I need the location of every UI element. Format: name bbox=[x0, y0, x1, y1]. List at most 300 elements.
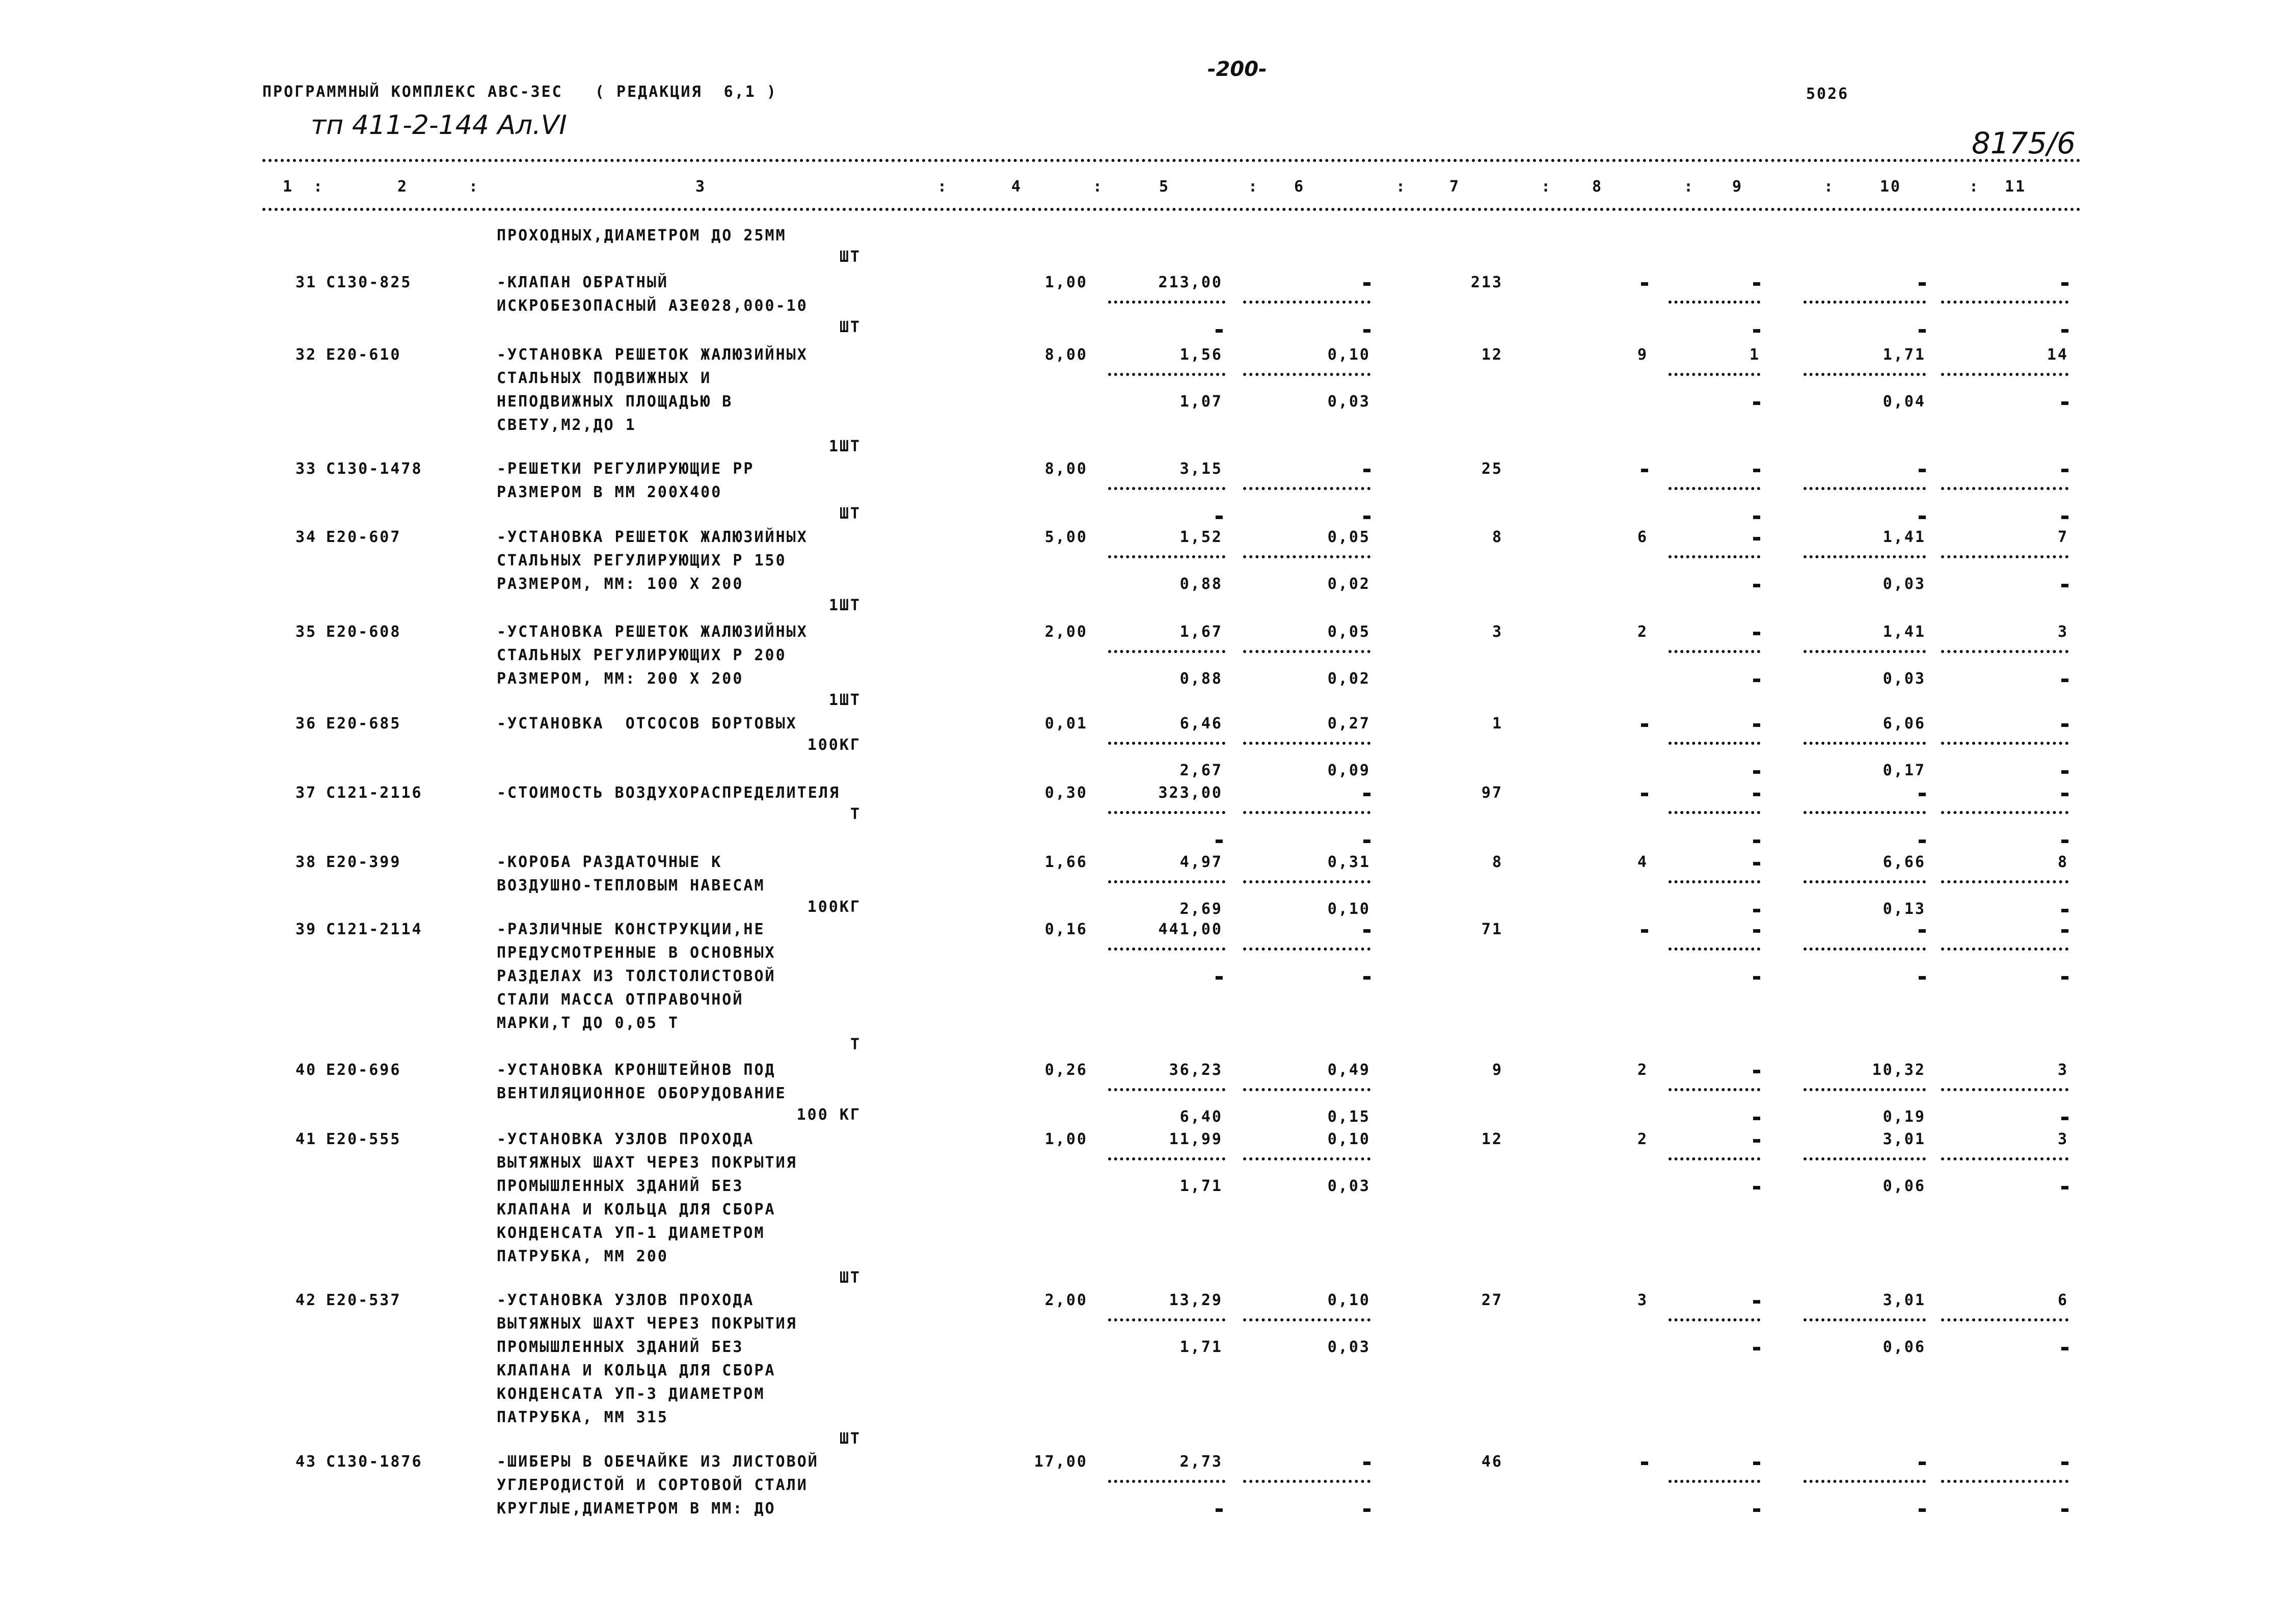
column-divider: : bbox=[937, 178, 949, 196]
fraction-line bbox=[1243, 301, 1370, 304]
fraction-line bbox=[1804, 1318, 1926, 1321]
fraction-line bbox=[1243, 1480, 1370, 1483]
cost-c10: 1,71 bbox=[1882, 346, 1926, 364]
cost-c9-dash bbox=[1753, 469, 1760, 472]
description-line: РАЗДЕЛАХ ИЗ ТОЛСТОЛИСТОВОЙ bbox=[497, 967, 776, 985]
description-line: ВОЗДУШНО-ТЕПЛОВЫМ НАВЕСАМ bbox=[497, 877, 765, 895]
cost-c7: 8 bbox=[1492, 528, 1503, 546]
cost-c10-dash bbox=[1919, 929, 1926, 933]
column-divider: : bbox=[313, 178, 325, 196]
quantity: 17,00 bbox=[1034, 1453, 1088, 1471]
fraction-line bbox=[1941, 1157, 2068, 1160]
description-line: -УСТАНОВКА УЗЛОВ ПРОХОДА bbox=[497, 1130, 755, 1148]
description-line: СВЕТУ,М2,ДО 1 bbox=[497, 416, 636, 434]
fraction-line bbox=[1243, 1318, 1370, 1321]
cost-c5: 213,00 bbox=[1158, 274, 1223, 291]
column-header-8: 8 bbox=[1592, 178, 1603, 196]
cost-c6b-dash bbox=[1363, 516, 1370, 519]
fraction-line bbox=[1669, 301, 1760, 304]
column-header-1: 1 bbox=[283, 178, 294, 196]
cost-c11b-dash bbox=[2061, 1508, 2068, 1512]
cost-c11: 8 bbox=[2057, 853, 2068, 871]
cost-c9: 1 bbox=[1749, 346, 1760, 364]
software-title: ПРОГРАММНЫЙ КОМПЛЕКС АВС-ЗЕС ( РЕДАКЦИЯ 6,1 ) bbox=[262, 83, 777, 101]
row-number: 40 bbox=[295, 1061, 317, 1079]
fraction-line bbox=[1804, 742, 1926, 745]
project-number-handwritten: тп 411-2-144 Ал.VI bbox=[311, 110, 567, 141]
cost-c5: 1,67 bbox=[1179, 623, 1223, 641]
cost-c6b: 0,15 bbox=[1327, 1108, 1370, 1126]
cost-c10b: 0,03 bbox=[1882, 575, 1926, 593]
cost-c8: 4 bbox=[1637, 853, 1648, 871]
row-number: 39 bbox=[295, 921, 317, 938]
column-header-3: 3 bbox=[695, 178, 707, 196]
fraction-line bbox=[1941, 1480, 2068, 1483]
cost-c5b-dash bbox=[1216, 1508, 1223, 1512]
cost-c10b: 0,04 bbox=[1882, 393, 1926, 411]
cost-c8-dash bbox=[1641, 1461, 1648, 1465]
norm-code: Е20-610 bbox=[326, 346, 401, 364]
cost-c10b-dash bbox=[1919, 329, 1926, 333]
cost-c6: 0,05 bbox=[1327, 623, 1370, 641]
cost-c10b-dash bbox=[1919, 840, 1926, 843]
description-line: -РЕШЕТКИ РЕГУЛИРУЮЩИЕ РР bbox=[497, 460, 755, 478]
fraction-line bbox=[1108, 742, 1225, 745]
cost-c6b: 0,09 bbox=[1327, 762, 1370, 779]
cost-c6b: 0,10 bbox=[1327, 900, 1370, 918]
description-line: -СТОИМОСТЬ ВОЗДУХОРАСПРЕДЕЛИТЕЛЯ bbox=[497, 784, 840, 802]
quantity: 2,00 bbox=[1044, 623, 1088, 641]
unit-of-measure: 100КГ bbox=[807, 898, 861, 916]
description-line: -КОРОБА РАЗДАТОЧНЫЕ К bbox=[497, 853, 722, 871]
cost-c5b: 6,40 bbox=[1179, 1108, 1223, 1126]
fraction-line bbox=[1941, 555, 2068, 558]
quantity: 2,00 bbox=[1044, 1291, 1088, 1309]
cost-c11: 3 bbox=[2057, 1061, 2068, 1079]
fraction-line bbox=[1941, 811, 2068, 814]
cost-c10b-dash bbox=[1919, 976, 1926, 980]
description-line: ПРОХОДНЫХ,ДИАМЕТРОМ ДО 25ММ bbox=[497, 227, 787, 245]
cost-c5b: 0,88 bbox=[1179, 670, 1223, 688]
cost-c10-dash bbox=[1919, 469, 1926, 472]
fraction-line bbox=[1804, 487, 1926, 490]
cost-c10b: 0,13 bbox=[1882, 900, 1926, 918]
cost-c5: 1,56 bbox=[1179, 346, 1223, 364]
cost-c10-dash bbox=[1919, 793, 1926, 796]
cost-c11-dash bbox=[2061, 469, 2068, 472]
fraction-line bbox=[1669, 1318, 1760, 1321]
cost-c9-dash bbox=[1753, 929, 1760, 933]
cost-c5: 1,52 bbox=[1179, 528, 1223, 546]
description-line: КРУГЛЫЕ,ДИАМЕТРОМ В ММ: ДО bbox=[497, 1500, 776, 1518]
description-line: -УСТАНОВКА РЕШЕТОК ЖАЛЮЗИЙНЫХ bbox=[497, 346, 808, 364]
cost-c6b: 0,03 bbox=[1327, 393, 1370, 411]
fraction-line bbox=[1108, 1088, 1225, 1091]
unit-of-measure: ШТ bbox=[839, 1269, 861, 1287]
cost-c7: 97 bbox=[1481, 784, 1503, 802]
cost-c9b-dash bbox=[1753, 976, 1760, 980]
cost-c10: 10,32 bbox=[1872, 1061, 1926, 1079]
cost-c8-dash bbox=[1641, 723, 1648, 727]
cost-c10b: 0,06 bbox=[1882, 1177, 1926, 1195]
cost-c11: 7 bbox=[2057, 528, 2068, 546]
fraction-line bbox=[1108, 555, 1225, 558]
cost-c6b: 0,02 bbox=[1327, 670, 1370, 688]
description-line: -УСТАНОВКА КРОНШТЕЙНОВ ПОД bbox=[497, 1061, 776, 1079]
quantity: 8,00 bbox=[1044, 346, 1088, 364]
column-header-10: 10 bbox=[1880, 178, 1902, 196]
cost-c7: 12 bbox=[1481, 1130, 1503, 1148]
fraction-line bbox=[1804, 301, 1926, 304]
row-number: 35 bbox=[295, 623, 317, 641]
cost-c11-dash bbox=[2061, 929, 2068, 933]
description-line: НЕПОДВИЖНЫХ ПЛОЩАДЬЮ В bbox=[497, 393, 733, 411]
cost-c9-dash bbox=[1753, 282, 1760, 286]
fraction-line bbox=[1108, 1318, 1225, 1321]
cost-c11: 14 bbox=[2047, 346, 2068, 364]
cost-c9b-dash bbox=[1753, 1508, 1760, 1512]
unit-of-measure: 100 КГ bbox=[796, 1106, 861, 1124]
quantity: 1,00 bbox=[1044, 274, 1088, 291]
row-number: 33 bbox=[295, 460, 317, 478]
cost-c11b-dash bbox=[2061, 516, 2068, 519]
norm-code: Е20-555 bbox=[326, 1130, 401, 1148]
header-separator-top bbox=[262, 159, 2081, 162]
fraction-line bbox=[1804, 1480, 1926, 1483]
norm-code: Е20-608 bbox=[326, 623, 401, 641]
unit-of-measure: ШТ bbox=[839, 248, 861, 266]
cost-c11b-dash bbox=[2061, 584, 2068, 587]
norm-code: Е20-696 bbox=[326, 1061, 401, 1079]
cost-c11-dash bbox=[2061, 793, 2068, 796]
description-line: РАЗМЕРОМ, ММ: 200 Х 200 bbox=[497, 670, 744, 688]
cost-c5b-dash bbox=[1216, 840, 1223, 843]
cost-c6: 0,31 bbox=[1327, 853, 1370, 871]
fraction-line bbox=[1669, 742, 1760, 745]
description-line: -УСТАНОВКА РЕШЕТОК ЖАЛЮЗИЙНЫХ bbox=[497, 528, 808, 546]
cost-c10b: 0,06 bbox=[1882, 1338, 1926, 1356]
description-line: КОНДЕНСАТА УП-3 ДИАМЕТРОМ bbox=[497, 1385, 765, 1403]
cost-c7: 213 bbox=[1470, 274, 1503, 291]
cost-c10: 1,41 bbox=[1882, 623, 1926, 641]
cost-c6b-dash bbox=[1363, 840, 1370, 843]
cost-c7: 9 bbox=[1492, 1061, 1503, 1079]
quantity: 0,16 bbox=[1044, 921, 1088, 938]
column-header-6: 6 bbox=[1294, 178, 1305, 196]
column-divider: : bbox=[1541, 178, 1552, 196]
cost-c6b: 0,03 bbox=[1327, 1338, 1370, 1356]
quantity: 5,00 bbox=[1044, 528, 1088, 546]
fraction-line bbox=[1941, 373, 2068, 376]
unit-of-measure: ШТ bbox=[839, 318, 861, 336]
norm-code: С130-1876 bbox=[326, 1453, 423, 1471]
norm-code: С121-2116 bbox=[326, 784, 423, 802]
row-number: 34 bbox=[295, 528, 317, 546]
norm-code: С130-1478 bbox=[326, 460, 423, 478]
fraction-line bbox=[1941, 487, 2068, 490]
description-line: -УСТАНОВКА УЗЛОВ ПРОХОДА bbox=[497, 1291, 755, 1309]
cost-c7: 46 bbox=[1481, 1453, 1503, 1471]
fraction-line bbox=[1669, 811, 1760, 814]
description-line: СТАЛИ МАССА ОТПРАВОЧНОЙ bbox=[497, 991, 744, 1009]
quantity: 1,00 bbox=[1044, 1130, 1088, 1148]
cost-c11: 3 bbox=[2057, 1130, 2068, 1148]
cost-c11b-dash bbox=[2061, 1117, 2068, 1120]
fraction-line bbox=[1669, 948, 1760, 951]
cost-c6: 0,10 bbox=[1327, 1291, 1370, 1309]
fraction-line bbox=[1669, 650, 1760, 653]
description-line: ПРЕДУСМОТРЕННЫЕ В ОСНОВНЫХ bbox=[497, 944, 776, 962]
cost-c7: 27 bbox=[1481, 1291, 1503, 1309]
cost-c5b: 1,07 bbox=[1179, 393, 1223, 411]
cost-c11b-dash bbox=[2061, 840, 2068, 843]
norm-code: Е20-607 bbox=[326, 528, 401, 546]
unit-of-measure: 1ШТ bbox=[828, 691, 861, 709]
cost-c10b-dash bbox=[1919, 516, 1926, 519]
cost-c6: 0,05 bbox=[1327, 528, 1370, 546]
cost-c7: 71 bbox=[1481, 921, 1503, 938]
cost-c8-dash bbox=[1641, 929, 1648, 933]
cost-c5b-dash bbox=[1216, 516, 1223, 519]
fraction-line bbox=[1108, 373, 1225, 376]
fraction-line bbox=[1804, 650, 1926, 653]
column-divider: : bbox=[1969, 178, 1980, 196]
description-line: ПАТРУБКА, ММ 315 bbox=[497, 1409, 668, 1426]
description-line: КЛАПАНА И КОЛЬЦА ДЛЯ СБОРА bbox=[497, 1201, 776, 1219]
column-header-7: 7 bbox=[1449, 178, 1461, 196]
fraction-line bbox=[1804, 880, 1926, 883]
cost-c6b-dash bbox=[1363, 976, 1370, 980]
fraction-line bbox=[1108, 650, 1225, 653]
cost-c6: 0,10 bbox=[1327, 1130, 1370, 1148]
description-line: ИСКРОБЕЗОПАСНЫЙ АЗЕ028,000-10 bbox=[497, 297, 808, 315]
description-line: РАЗМЕРОМ В ММ 200Х400 bbox=[497, 483, 722, 501]
fraction-line bbox=[1804, 948, 1926, 951]
unit-of-measure: 1ШТ bbox=[828, 597, 861, 614]
unit-of-measure: Т bbox=[850, 1036, 861, 1053]
cost-c10b: 0,17 bbox=[1882, 762, 1926, 779]
fraction-line bbox=[1108, 948, 1225, 951]
cost-c11b-dash bbox=[2061, 401, 2068, 405]
fraction-line bbox=[1243, 1088, 1370, 1091]
description-line: ВЫТЯЖНЫХ ШАХТ ЧЕРЕЗ ПОКРЫТИЯ bbox=[497, 1154, 797, 1172]
cost-c5: 11,99 bbox=[1169, 1130, 1223, 1148]
row-number: 42 bbox=[295, 1291, 317, 1309]
fraction-line bbox=[1941, 650, 2068, 653]
row-number: 31 bbox=[295, 274, 317, 291]
norm-code: С121-2114 bbox=[326, 921, 423, 938]
row-number: 32 bbox=[295, 346, 317, 364]
description-line: МАРКИ,Т ДО 0,05 Т bbox=[497, 1014, 680, 1032]
description-line: -ШИБЕРЫ В ОБЕЧАЙКЕ ИЗ ЛИСТОВОЙ bbox=[497, 1453, 819, 1471]
fraction-line bbox=[1243, 1157, 1370, 1160]
cost-c8: 2 bbox=[1637, 623, 1648, 641]
cost-c5: 36,23 bbox=[1169, 1061, 1223, 1079]
norm-code: Е20-685 bbox=[326, 715, 401, 733]
column-header-11: 11 bbox=[2005, 178, 2027, 196]
cost-c11b-dash bbox=[2061, 1186, 2068, 1189]
cost-c5: 4,97 bbox=[1179, 853, 1223, 871]
description-line: ВЕНТИЛЯЦИОННОЕ ОБОРУДОВАНИЕ bbox=[497, 1085, 787, 1102]
description-line: -УСТАНОВКА РЕШЕТОК ЖАЛЮЗИЙНЫХ bbox=[497, 623, 808, 641]
fraction-line bbox=[1243, 811, 1370, 814]
quantity: 8,00 bbox=[1044, 460, 1088, 478]
description-line: -КЛАПАН ОБРАТНЫЙ bbox=[497, 274, 668, 291]
cost-c11b-dash bbox=[2061, 976, 2068, 980]
cost-c5b-dash bbox=[1216, 976, 1223, 980]
cost-c5: 13,29 bbox=[1169, 1291, 1223, 1309]
cost-c5: 2,73 bbox=[1179, 1453, 1223, 1471]
cost-c6b-dash bbox=[1363, 329, 1370, 333]
description-line: КЛАПАНА И КОЛЬЦА ДЛЯ СБОРА bbox=[497, 1362, 776, 1379]
fraction-line bbox=[1243, 650, 1370, 653]
column-divider: : bbox=[1824, 178, 1835, 196]
cost-c5b: 2,67 bbox=[1179, 762, 1223, 779]
cost-c6b: 0,03 bbox=[1327, 1177, 1370, 1195]
fraction-line bbox=[1243, 487, 1370, 490]
norm-code: Е20-537 bbox=[326, 1291, 401, 1309]
cost-c8: 9 bbox=[1637, 346, 1648, 364]
fraction-line bbox=[1243, 948, 1370, 951]
row-number: 37 bbox=[295, 784, 317, 802]
cost-c5: 323,00 bbox=[1158, 784, 1223, 802]
cost-c7: 1 bbox=[1492, 715, 1503, 733]
description-line: -РАЗЛИЧНЫЕ КОНСТРУКЦИИ,НЕ bbox=[497, 921, 765, 938]
column-header-2: 2 bbox=[397, 178, 409, 196]
cost-c10: 3,01 bbox=[1882, 1291, 1926, 1309]
cost-c10: 3,01 bbox=[1882, 1130, 1926, 1148]
description-line: -УСТАНОВКА ОТСОСОВ БОРТОВЫХ bbox=[497, 715, 797, 733]
cost-c6b-dash bbox=[1363, 1508, 1370, 1512]
description-line: РАЗМЕРОМ, ММ: 100 Х 200 bbox=[497, 575, 744, 593]
cost-c11: 3 bbox=[2057, 623, 2068, 641]
fraction-line bbox=[1941, 1088, 2068, 1091]
cost-c5b: 2,69 bbox=[1179, 900, 1223, 918]
description-line: УГЛЕРОДИСТОЙ И СОРТОВОЙ СТАЛИ bbox=[497, 1476, 808, 1494]
fraction-line bbox=[1941, 301, 2068, 304]
fraction-line bbox=[1941, 742, 2068, 745]
column-header-9: 9 bbox=[1732, 178, 1743, 196]
description-line: ПРОМЫШЛЕННЫХ ЗДАНИЙ БЕЗ bbox=[497, 1338, 744, 1356]
cost-c8-dash bbox=[1641, 282, 1648, 286]
document-code: 5026 bbox=[1806, 85, 1849, 103]
column-divider: : bbox=[469, 178, 480, 196]
cost-c8-dash bbox=[1641, 469, 1648, 472]
cost-c8: 2 bbox=[1637, 1130, 1648, 1148]
cost-c11b-dash bbox=[2061, 1347, 2068, 1350]
cost-c10b: 0,03 bbox=[1882, 670, 1926, 688]
cost-c5b-dash bbox=[1216, 329, 1223, 333]
fraction-line bbox=[1108, 487, 1225, 490]
cost-c6: 0,49 bbox=[1327, 1061, 1370, 1079]
description-line: КОНДЕНСАТА УП-1 ДИАМЕТРОМ bbox=[497, 1224, 765, 1242]
cost-c11-dash bbox=[2061, 723, 2068, 727]
fraction-line bbox=[1941, 1318, 2068, 1321]
norm-code: Е20-399 bbox=[326, 853, 401, 871]
fraction-line bbox=[1669, 487, 1760, 490]
cost-c8: 6 bbox=[1637, 528, 1648, 546]
fraction-line bbox=[1804, 373, 1926, 376]
cost-c6: 0,27 bbox=[1327, 715, 1370, 733]
column-divider: : bbox=[1396, 178, 1407, 196]
cost-c9b-dash bbox=[1753, 516, 1760, 519]
column-divider: : bbox=[1248, 178, 1259, 196]
row-number: 38 bbox=[295, 853, 317, 871]
cost-c9-dash bbox=[1753, 793, 1760, 796]
cost-c5: 6,46 bbox=[1179, 715, 1223, 733]
fraction-line bbox=[1243, 555, 1370, 558]
fraction-line bbox=[1669, 555, 1760, 558]
row-number: 43 bbox=[295, 1453, 317, 1471]
fraction-line bbox=[1669, 373, 1760, 376]
cost-c5b: 0,88 bbox=[1179, 575, 1223, 593]
page-number: -200- bbox=[1207, 58, 1267, 81]
cost-c9b-dash bbox=[1753, 840, 1760, 843]
cost-c10-dash bbox=[1919, 282, 1926, 286]
unit-of-measure: ШТ bbox=[839, 1430, 861, 1448]
fraction-line bbox=[1108, 301, 1225, 304]
fraction-line bbox=[1804, 1157, 1926, 1160]
fraction-line bbox=[1243, 742, 1370, 745]
fraction-line bbox=[1243, 880, 1370, 883]
cost-c10-dash bbox=[1919, 1461, 1926, 1465]
row-number: 36 bbox=[295, 715, 317, 733]
cost-c7: 3 bbox=[1492, 623, 1503, 641]
header-separator-bottom bbox=[262, 208, 2081, 211]
cost-c5: 3,15 bbox=[1179, 460, 1223, 478]
description-line: ВЫТЯЖНЫХ ШАХТ ЧЕРЕЗ ПОКРЫТИЯ bbox=[497, 1315, 797, 1333]
column-header-4: 4 bbox=[1011, 178, 1023, 196]
row-number: 41 bbox=[295, 1130, 317, 1148]
cost-c9b-dash bbox=[1753, 329, 1760, 333]
column-header-5: 5 bbox=[1159, 178, 1170, 196]
unit-of-measure: ШТ bbox=[839, 505, 861, 523]
quantity: 0,26 bbox=[1044, 1061, 1088, 1079]
fraction-line bbox=[1669, 1480, 1760, 1483]
quantity: 0,30 bbox=[1044, 784, 1088, 802]
cost-c11b-dash bbox=[2061, 329, 2068, 333]
cost-c8: 2 bbox=[1637, 1061, 1648, 1079]
fraction-line bbox=[1669, 880, 1760, 883]
cost-c7: 8 bbox=[1492, 853, 1503, 871]
description-line: СТАЛЬНЫХ РЕГУЛИРУЮЩИХ Р 200 bbox=[497, 646, 787, 664]
column-divider: : bbox=[1093, 178, 1104, 196]
description-line: СТАЛЬНЫХ ПОДВИЖНЫХ И bbox=[497, 369, 712, 387]
fraction-line bbox=[1669, 1088, 1760, 1091]
fraction-line bbox=[1108, 880, 1225, 883]
cost-c7: 12 bbox=[1481, 346, 1503, 364]
fraction-line bbox=[1804, 811, 1926, 814]
cost-c10: 6,66 bbox=[1882, 853, 1926, 871]
cost-c8: 3 bbox=[1637, 1291, 1648, 1309]
cost-c10: 6,06 bbox=[1882, 715, 1926, 733]
unit-of-measure: 1ШТ bbox=[828, 438, 861, 455]
cost-c5b: 1,71 bbox=[1179, 1338, 1223, 1356]
fraction-line bbox=[1941, 880, 2068, 883]
unit-of-measure: 100КГ bbox=[807, 736, 861, 754]
cost-c8-dash bbox=[1641, 793, 1648, 796]
cost-c6b: 0,02 bbox=[1327, 575, 1370, 593]
column-divider: : bbox=[1684, 178, 1695, 196]
cost-c6: 0,10 bbox=[1327, 346, 1370, 364]
fraction-line bbox=[1804, 555, 1926, 558]
cost-c10b: 0,19 bbox=[1882, 1108, 1926, 1126]
cost-c11b-dash bbox=[2061, 770, 2068, 774]
norm-code: С130-825 bbox=[326, 274, 412, 291]
cost-c11-dash bbox=[2061, 1461, 2068, 1465]
quantity: 0,01 bbox=[1044, 715, 1088, 733]
fraction-line bbox=[1243, 373, 1370, 376]
